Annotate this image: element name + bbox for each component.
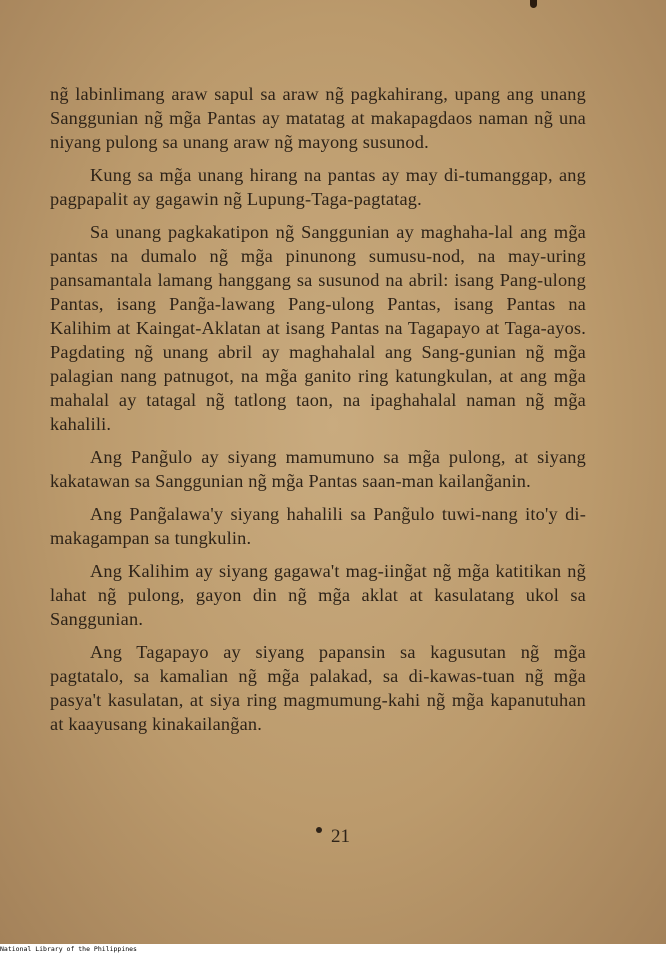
paragraph-2: Kung sa mg̃a unang hirang na pantas ay may di-tumanggap, ang pagpapalit ay gagawin ng̃ Lupung-Taga-pagtatag. [50, 165, 586, 209]
paragraph-6: Ang Kalihim ay siyang gagawa't mag-iing̃at ng̃ mg̃a katitikan ng̃ lahat ng̃ pulong, gayon din ng̃ mg̃a aklat at kasulatang ukol sa Sanggunian. [50, 561, 586, 629]
paragraph-5: Ang Pang̃alawa'y siyang hahalili sa Pang̃ulo tuwi-nang ito'y di-makagampan sa tungkulin. [50, 504, 586, 548]
paragraph-1: ng̃ labinlimang araw sapul sa araw ng̃ pagkahirang, upang ang unang Sanggunian ng̃ mg̃a Pantas ay matatag at makapagdaos naman ng̃ una niyang pulong sa unang araw ng̃ mayong susunod. [50, 84, 586, 152]
paragraph-3: Sa unang pagkakatipon ng̃ Sanggunian ay maghaha-lal ang mg̃a pantas na dumalo ng̃ mg̃a pinunong sumusu-nod, na may-uring pansamantala lamang hanggang sa susunod na abril: isang Pang-ulong Pantas, isang Pang̃a-lawang Pang-ulong Pantas, isang Pantas na Kalihim at Kaingat-Aklatan at isang Pantas na Tagapayo at Taga-ayos. Pagdating ng̃ unang abril ay maghahalal ang Sang-gunian ng̃ mg̃a palagian nang patnugot, na mg̃a ganito ring katungkulan, at ang mg̃a mahalal ay tatagal ng̃ tatlong taon, na ipaghahalal naman ng̃ mg̃a kahalili. [50, 222, 586, 434]
paragraph-7: Ang Tagapayo ay siyang papansin sa kagusutan ng̃ mg̃a pagtatalo, sa kamalian ng̃ mg̃a palakad, sa di-kawas-tuan ng̃ mg̃a pasya't kasulatan, at siya ring magmumung-kahi ng̃ mg̃a kapanutuhan at kaayusang kinakailang̃an. [50, 642, 586, 734]
ink-mark [530, 0, 537, 8]
library-credit: National Library of the Philippines [0, 945, 137, 953]
page-number [0, 826, 666, 848]
bullet-dot [316, 827, 322, 833]
paragraph-4: Ang Pang̃ulo ay siyang mamumuno sa mg̃a pulong, at siyang kakatawan sa Sanggunian ng̃ mg̃a Pantas saan-man kailang̃anin. [50, 447, 586, 491]
page-number-text: 21 [331, 826, 350, 847]
body-text [50, 82, 586, 745]
